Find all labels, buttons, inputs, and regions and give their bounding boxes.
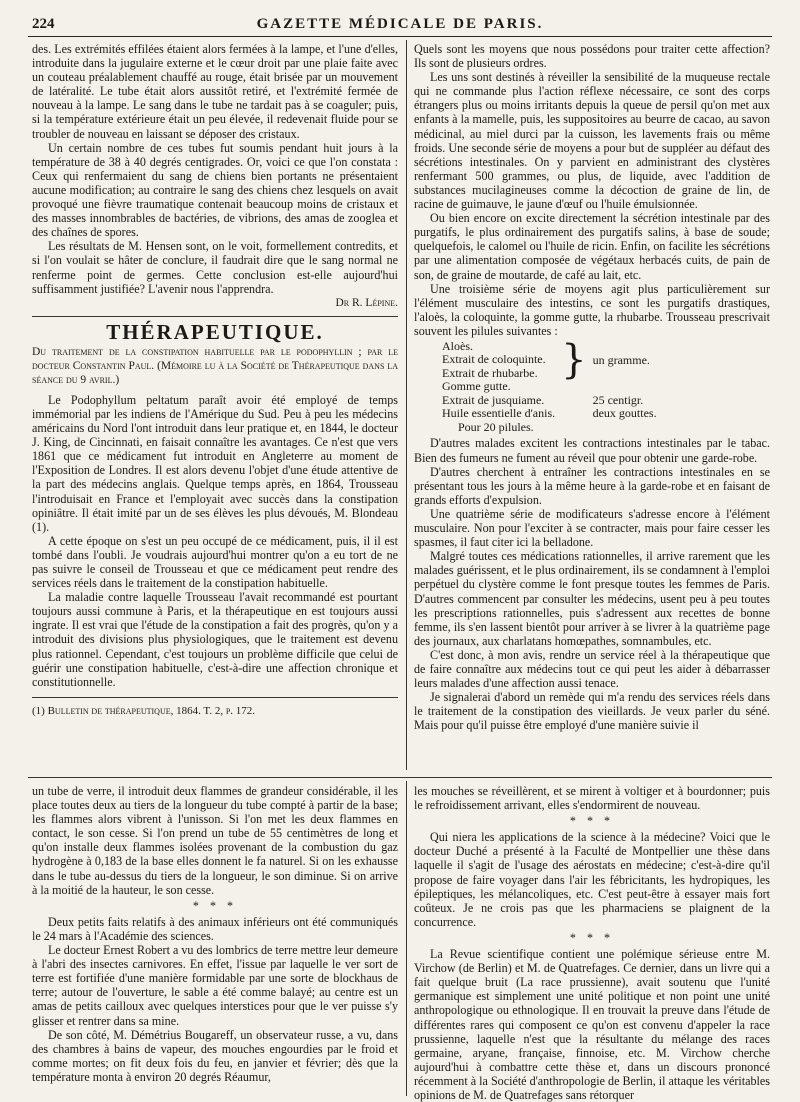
paragraph: De son côté, M. Démétrius Bougareff, un observateur russe, a vu, dans des chambres à bains de vapeur, des mouches engourdies par le froid et comme mortes; on fit deux fois du feu, en janvier et février; dès que la température monta à environ 20 degrés Réaumur, — [32, 1027, 398, 1084]
paragraph: Je signalerai d'abord un remède qui m'a rendu des services réels dans le traitement de la constipation des vieillards. Je veux parler du séné. Mais pour qu'il puisse être employé d'une manière suivie il — [414, 690, 770, 733]
article-title: Du traitement de la constipation habituelle par le podophyllin ; par le docteur Constantin Paul. (Mémoire lu à la Société de Thérapeutique dans la séance du 9 avril.) — [32, 345, 398, 386]
paragraph: D'autres malades excitent les contractions intestinales par le tabac. Bien des fumeurs ne fument au réveil que pour obtenir une garde-robe. — [414, 436, 770, 465]
paragraph: La maladie contre laquelle Trousseau l'avait recommandé est pourtant toujours aussi commune à Paris, et la thérapeutique en est toujours aussi ingrate. Il est vrai que l'étude de la constipation a fait des progrès, qu'on y a introduit des divisions plus physiologiques, que le traitement est devenu plus rationnel. Cependant, c'est toujours un problème difficile que celui de guérir une constipation habituelle, c'est-à-dire une affection chronique et constitutionnelle. — [32, 590, 398, 689]
bottom-left-column — [32, 784, 398, 1084]
paragraph: un tube de verre, il introduit deux flammes de grandeur considérable, il les place toutes deux au tiers de la longueur du tube compté à partir de la base; les flammes alors vibrent à l'unisson. Si l'on met les deux flammes en contact, le son cesse. Si l'on prend un tube de 55 centimètres de long et qu'on installe deux flammes isolées provenant de la combustion du gaz hydrogène à 0,183 de la base elles donnent le fa naturel. Si on les exhausse dans le tube au-dessus du tiers de la longueur, le son diminue. Si on arrive à la moitié de la hauteur, le son cesse. — [32, 784, 398, 897]
paragraph: Deux petits faits relatifs à des animaux inférieurs ont été communiqués le 24 mars à l'Académie des sciences. — [32, 914, 398, 943]
paragraph: A cette époque on s'est un peu occupé de ce médicament, puis, il il est tombé dans l'oubli. Je voudrais aujourd'hui montrer qu'on a eu tort de ne pas suivre le conseil de Trousseau et que ce médicament peut rendre des services réels dans le traitement de la constipation habituelle. — [32, 533, 398, 591]
page-header — [28, 14, 772, 37]
rx-item: Extrait de rhubarbe. — [442, 365, 538, 380]
brace-icon: } — [561, 336, 587, 383]
footnote-rule — [32, 697, 398, 698]
paragraph: Un certain nombre de ces tubes fut soumis pendant huit jours à la température de 38 à 40 degrés centigrades. Or, voici ce que l'on constata : Ceux qui renfermaient du sang de chiens bien portants ne présentaient aucune modification; au contraire le sang des chiens chez lesquels on avait provoqué une fièvre traumatique contenait beaucoup moins de cristaux et des masses innombrables de bactéries, de vibrions, des amas de zooglea et des chaînes de spores. — [32, 140, 398, 240]
paragraph: D'autres cherchent à entraîner les contractions intestinales en se présentant tous les jours à la même heure à la garde-robe et en faisant de grands efforts d'expulsion. — [414, 464, 770, 507]
rx-item: Huile essentielle d'anis. — [442, 406, 556, 421]
section-rule — [28, 777, 772, 778]
paragraph: Le docteur Ernest Robert a vu des lombrics de terre mettre leur demeure à l'abri des insectes carnivores. En effet, l'issue par laquelle le ver sort de terre est fortifiée d'une manière formidable par une sorte de blockhaus de terre; autour de l'ouverture, le sable a été comme balayé; au centre est un amas de petits cailloux avec quelques interstices pour que le ver puisse s'y glisser et rentrer dans sa mine. — [32, 943, 398, 1028]
paragraph: La Revue scientifique contient une polémique sérieuse entre M. Virchow (de Berlin) et M. de Quatrefages. Ce dernier, dans un livre qui a fait quelque bruit (La race prussienne), avait soutenu que l'unité germanique est simplement une unité politique et non point une unité anthropologique ou ethnologique. Il en trouvait la preuve dans l'étude de différentes rares qui composent ce qu'on est convenu d'appeler la race prussienne, laquelle n'est que la résultante du mélange des races germaine, aryane, française, finnoise, etc. M. Virchow cherche aujourd'hui à combattre cette thèse et, dans un discours prononcé récemment à la Société d'anthropologie de Berlin, il attaque les véritables opinions de M. de Quatrefages sans rétorquer — [414, 947, 770, 1102]
top-right-column — [414, 42, 770, 732]
separator-stars: * * * — [192, 898, 238, 913]
bottom-right-column — [414, 784, 770, 1102]
rx-group — [442, 340, 561, 394]
rx-dose: 25 centigr. — [592, 392, 644, 407]
divider — [32, 316, 398, 317]
paragraph: Une troisième série de moyens agit plus particulièrement sur l'élément musculaire des intestins, ce sont les purgatifs drastiques, l'aloès, la coloquinte, la gomme gutte, la rhubarbe. Trousseau prescrivait souvent les pilules suivantes : — [414, 281, 770, 338]
column-rule-bottom — [406, 781, 407, 1096]
paragraph: Malgré toutes ces médications rationnelles, il arrive rarement que les malades guérissent, et le plus ordinairement, ils se condamnent à l'emploi perpétuel du clystère comme le font presque toutes les femmes de Paris. D'autres commencent par consulter les médecins, usent peu à peu toutes les prescriptions rationnelles, puis s'adressent aux recettes de bonne femme, ils s'en lassent bientôt pour arriver à se livrer à la quatrième page des journaux, aux charlatans homœpathes, somnambules, etc. — [414, 549, 770, 648]
top-left-column — [32, 42, 398, 718]
rx-item: Gomme gutte. — [442, 379, 511, 394]
separator-stars: * * * — [569, 930, 615, 945]
column-rule-top — [406, 40, 407, 770]
journal-title: GAZETTE MÉDICALE DE PARIS. — [256, 16, 544, 32]
rx-total: Pour 20 pilules. — [458, 419, 534, 434]
paragraph: Les uns sont destinés à réveiller la sensibilité de la muqueuse rectale qui ne commande plus l'action réflexe nécessaire, ce sont des corps étrangers plus ou moins irritants depuis la queue de persil qu'on met aux enfants à la mamelle, puis, les suppositoires au beurre de cacao, au savon médicinal, au miel durci par la cuisson, les lavements frais ou même froids. Une seconde série de moyens a pour but de suppléer au défaut des sécrétions intestinales. On y parvient en administrant des clystères renfermant 500 grammes, ou plus, de liquide, avec l'addition de substances mucilagineuses comme la décoction de graine de lin, de racine de guimauve, le jaune d'œuf ou l'huile émulsionnée. — [414, 70, 770, 212]
paragraph: C'est donc, à mon avis, rendre un service réel à la thérapeutique que de faire connaître aux médecins tout ce qui peut les aider à débarrasser leurs malades d'une affection aussi tenace. — [414, 647, 770, 691]
footnote: (1) Bulletin de thérapeutique, 1864. T. 2, p. 172. — [32, 704, 256, 717]
paragraph: Quels sont les moyens que nous possédons pour traiter cette affection? Ils sont de plusieurs ordres. — [414, 42, 770, 71]
rx-dose: un gramme. — [592, 352, 650, 367]
rx-item: Extrait de coloquinte. — [442, 352, 546, 367]
rx-item: Aloès. — [442, 338, 473, 353]
paragraph: Une quatrième série de modificateurs s'adresse encore à l'élément musculaire. Non pour l'exciter à se contracter, mais pour faire cesser les spasmes, il faut citer ici la belladone. — [414, 506, 770, 550]
prescription — [442, 336, 663, 435]
signature: Dr R. Lépine. — [335, 296, 398, 309]
separator-stars: * * * — [569, 814, 615, 829]
paragraph: des. Les extrémités effilées étaient alors fermées à la lampe, et l'une d'elles, introduite dans la jugulaire externe et le cœur droit par une plaie faite avec un couteau préalablement chauffé au rouge, était brisée par un mouvement de latéralité. Le tube était alors aussitôt retiré, et l'extrémité fermée de nouveau à la lampe. Le sang dans le tube ne tardait pas à se coaguler; puis, si la température extérieure était un peu élevée, il redevenait fluide pour se troubler de nouveau en laissant se déposer des cristaux. — [32, 42, 398, 141]
rx-item: Extrait de jusquiame. — [442, 392, 545, 407]
section-title: THÉRAPEUTIQUE. — [106, 319, 324, 344]
paragraph: Les résultats de M. Hensen sont, on le voit, formellement contredits, et si l'on voulait se hâter de conclure, il faudrait dire que le sang normal ne renferme point de germes. Cette conclusion est-elle aujourd'hui suffisamment justifiée? L'avenir nous l'apprendra. — [32, 239, 398, 296]
rx-dose: deux gouttes. — [592, 406, 657, 421]
page-number: 224 — [32, 16, 55, 32]
paragraph: Le Podophyllum peltatum paraît avoir été employé de temps immémorial par les indiens de l'Amérique du Sud. Peu à peu les médecins américains du Nord l'ont introduit dans leur pratique et, en 1844, le docteur J. King, de Cincinnati, en faisait connaître les avantages. Ce n'est que vers 1861 que ce médicament fut introduit en Angleterre au moment de l'Exposition de Londres. Il est alors devenu l'objet d'une étude attentive de la part des médecins anglais. Quelque temps après, en 1864, Trousseau l'introduisait en France et l'employait avec succès dans la constipation opiniâtre. Il était imité par un de ses élèves les plus dévoués, M. Blondeau (1). — [32, 392, 398, 534]
paragraph: les mouches se réveillèrent, et se mirent à voltiger et à bourdonner; puis le refroidissement arrivant, elles s'endormirent de nouveau. — [414, 784, 770, 813]
paragraph: Ou bien encore on excite directement la sécrétion intestinale par des purgatifs, le plus ordinairement des purgatifs salins, à base de soude; quelquefois, le calomel ou l'huile de ricin. Enfin, on facilite les sécrétions par une alimentation composée de végétaux herbacés cuits, de pain de son, de graine de moutarde, de café au lait, etc. — [414, 211, 770, 282]
paragraph: Qui niera les applications de la science à la médecine? Voici que le docteur Duché a présenté à la Faculté de Montpellier une thèse dans laquelle il s'agit de l'usage des aérostats en médecine; c'est-à-dire qu'il propose de faire voyager dans l'air les fébricitants, les hydropiques, les épileptiques, les mélancoliques, etc. C'est peut-être à essayer mais fort coûteux. Je ne crois pas que les pharmaciens se plaignent de la concurrence. — [414, 830, 770, 929]
